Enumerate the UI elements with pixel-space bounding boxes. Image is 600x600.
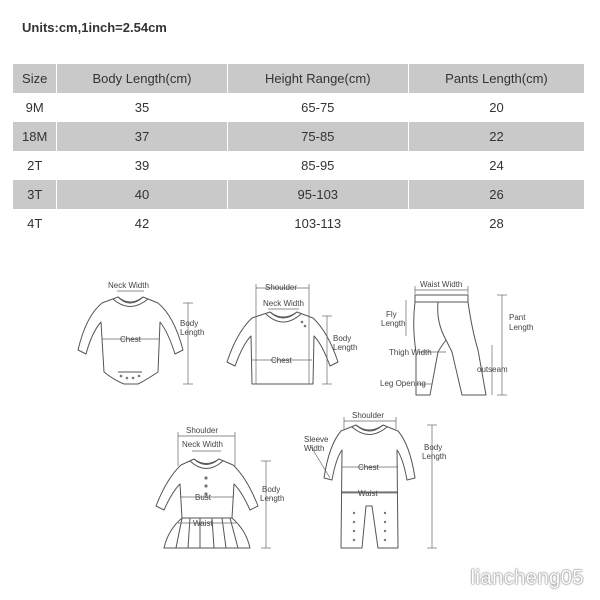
- dress-body-label: Body: [262, 485, 281, 494]
- table-row: [13, 151, 584, 180]
- jumpsuit-shoulder-label: Shoulder: [352, 411, 385, 420]
- cell-pants-length: 28: [408, 209, 584, 238]
- romper-chest-label: Chest: [120, 335, 141, 344]
- dress-waist-label: Waist: [193, 519, 213, 528]
- top-body-label: Body: [333, 334, 352, 343]
- cell-height-range: 103-113: [227, 209, 408, 238]
- cell-size: 9M: [25, 100, 44, 115]
- table-row: [13, 122, 584, 151]
- measurement-diagrams: [0, 270, 600, 560]
- header-body-length: Body Length(cm): [57, 64, 227, 93]
- table-row: [13, 93, 584, 122]
- jumpsuit-sleeve-label: Sleeve: [304, 435, 329, 444]
- cell-body-length: 35: [57, 93, 227, 122]
- pants-diagram: [380, 280, 533, 395]
- cell-pants-length: 22: [408, 122, 584, 151]
- jumpsuit-width-label: Width: [304, 444, 325, 453]
- cell-body-length: 37: [57, 122, 227, 151]
- dress-bust-label: Bust: [195, 493, 212, 502]
- cell-height-range: 75-85: [227, 122, 408, 151]
- table-header-row: [13, 64, 584, 93]
- jumpsuit-outline-icon: [324, 425, 415, 548]
- cell-body-length: 39: [57, 151, 227, 180]
- dress-outline-icon: [156, 459, 258, 548]
- jumpsuit-body-label: Body: [424, 443, 443, 452]
- dress-neck-width-label: Neck Width: [182, 440, 223, 449]
- romper-length-label: Length: [180, 328, 205, 337]
- romper-neck-width-label: Neck Width: [108, 281, 149, 290]
- jumpsuit-length-label: Length: [422, 452, 447, 461]
- pants-thigh-width-label: Thigh Width: [389, 348, 432, 357]
- jumpsuit-waist-label: Waist: [358, 489, 378, 498]
- cell-size: 4T: [27, 216, 43, 231]
- cell-height-range: 85-95: [227, 151, 408, 180]
- top-length-label: Length: [333, 343, 358, 352]
- cell-body-length: 40: [57, 180, 227, 209]
- dress-shoulder-label: Shoulder: [186, 426, 219, 435]
- dress-length-label: Length: [260, 494, 285, 503]
- jumpsuit-diagram: [304, 411, 446, 548]
- table-row: [13, 209, 584, 238]
- romper-diagram: [78, 281, 204, 384]
- top-chest-label: Chest: [271, 356, 292, 365]
- pants-pant-length-label: Length: [509, 323, 534, 332]
- cell-body-length: 42: [57, 209, 227, 238]
- watermark-text: liancheng05: [470, 567, 584, 589]
- top-diagram: [227, 283, 357, 384]
- pants-outseam-label: outseam: [477, 365, 508, 374]
- cell-size: 18M: [22, 129, 48, 144]
- pants-leg-opening-label: Leg Opening: [380, 379, 426, 388]
- pants-fly-length-label: Length: [381, 319, 406, 328]
- top-outline-icon: [227, 312, 338, 384]
- size-chart-table: [13, 64, 584, 238]
- pants-pant-label: Pant: [509, 313, 526, 322]
- top-shoulder-label: Shoulder: [265, 283, 298, 292]
- header-height-range: Height Range(cm): [227, 64, 408, 93]
- cell-pants-length: 26: [408, 180, 584, 209]
- cell-pants-length: 24: [408, 151, 584, 180]
- romper-body-label: Body: [180, 319, 199, 328]
- cell-pants-length: 20: [408, 93, 584, 122]
- dress-diagram: [156, 426, 284, 548]
- cell-size: 2T: [27, 158, 43, 173]
- units-note: Units:cm,1inch=2.54cm: [22, 20, 167, 35]
- top-neck-width-label: Neck Width: [263, 299, 304, 308]
- header-pants-length: Pants Length(cm): [408, 64, 584, 93]
- jumpsuit-chest-label: Chest: [358, 463, 379, 472]
- cell-height-range: 95-103: [227, 180, 408, 209]
- cell-height-range: 65-75: [227, 93, 408, 122]
- cell-size: 3T: [27, 187, 43, 202]
- pants-waist-width-label: Waist Width: [420, 280, 463, 289]
- header-size: Size: [22, 71, 48, 86]
- pants-fly-label: Fly: [386, 310, 397, 319]
- table-row: [13, 180, 584, 209]
